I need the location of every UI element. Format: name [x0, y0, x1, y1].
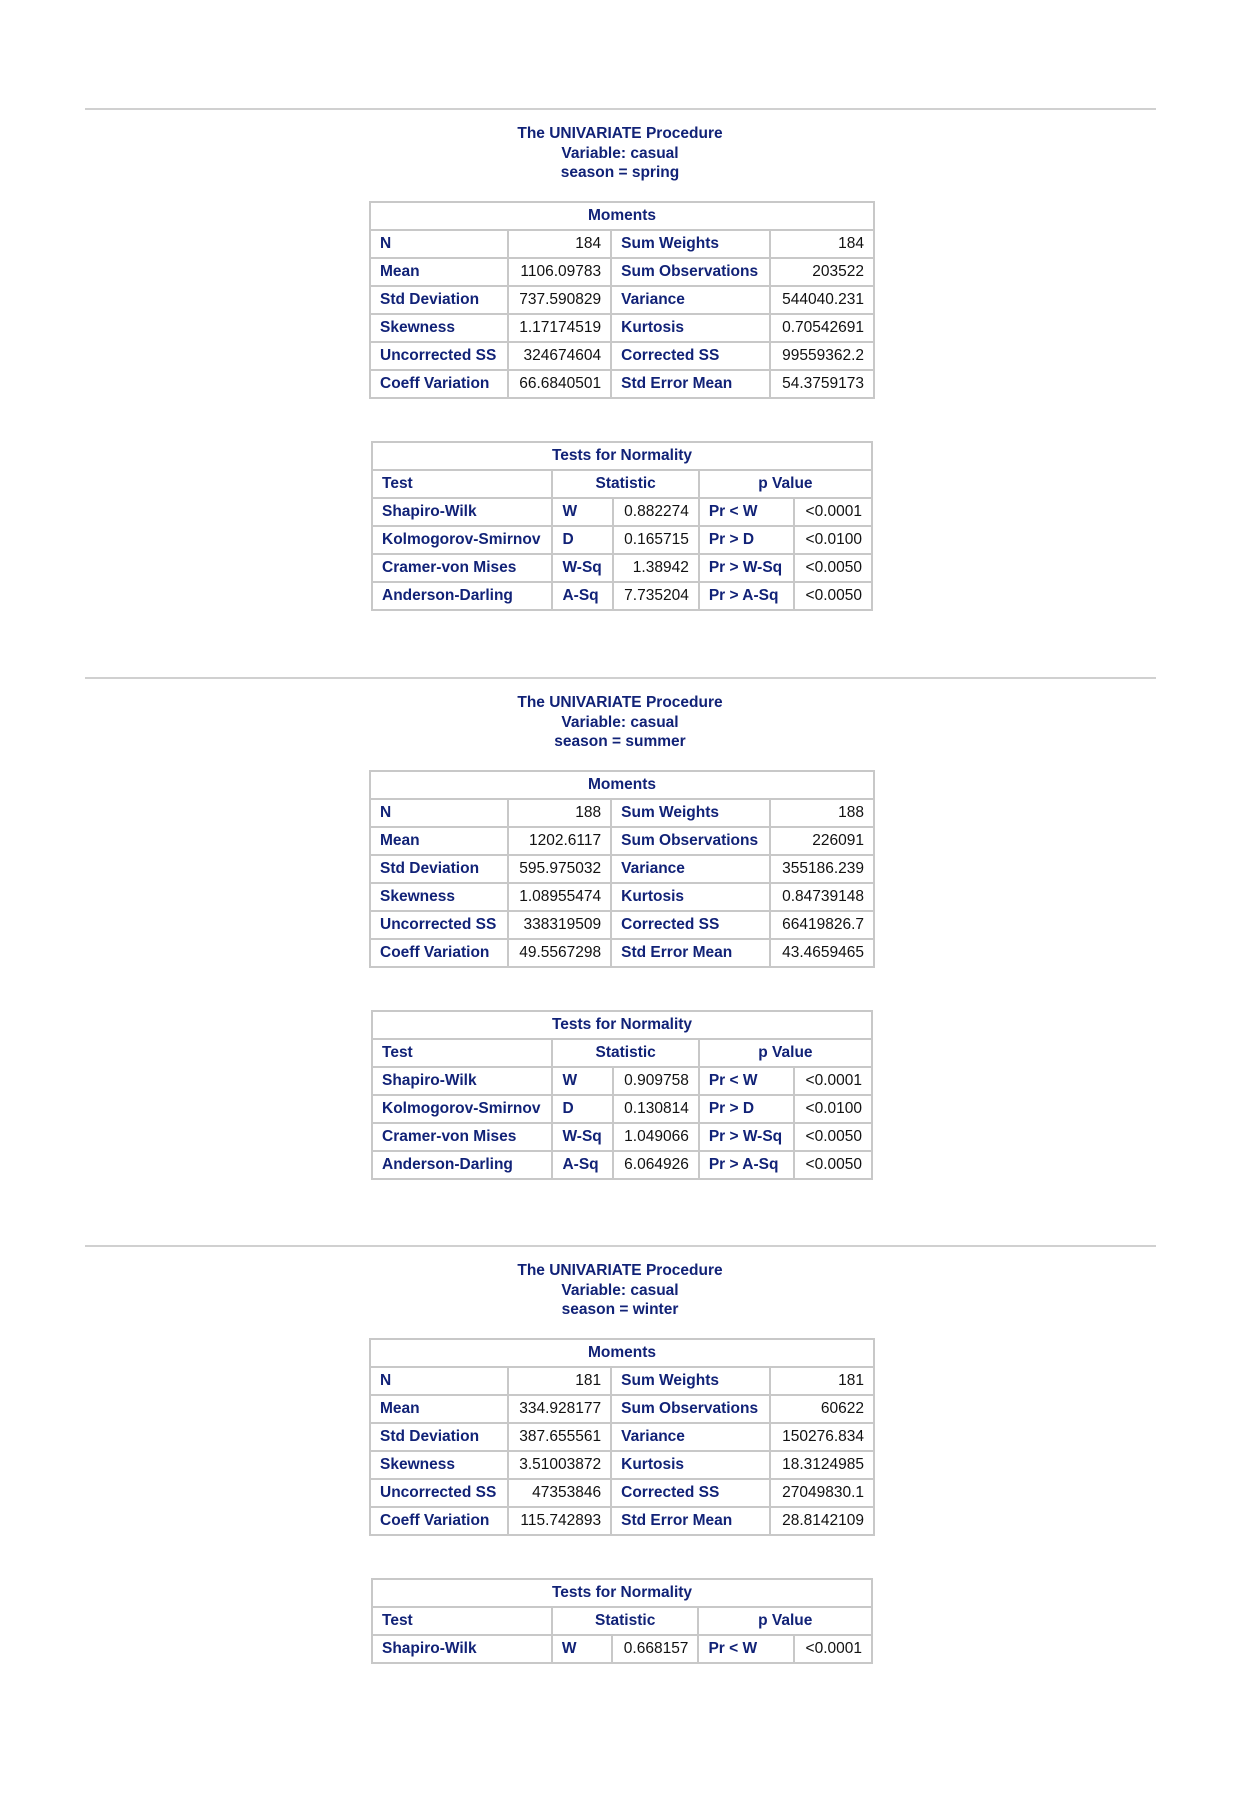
moments-row — [370, 883, 874, 911]
moments-caption: Moments — [370, 202, 874, 230]
test-name: Kolmogorov-Smirnov — [372, 526, 552, 554]
moments-row — [370, 1395, 874, 1423]
stat-label: N — [370, 230, 508, 258]
statistic-symbol: A-Sq — [552, 1151, 613, 1179]
column-header-statistic: Statistic — [552, 1607, 699, 1635]
variable-title: Variable: casual — [561, 144, 679, 162]
group-title: season = winter — [561, 1301, 679, 1318]
stat-label: Coeff Variation — [370, 939, 508, 967]
moments-row — [370, 342, 874, 370]
test-name: Shapiro-Wilk — [372, 498, 552, 526]
normality-row — [372, 1635, 872, 1663]
statistic-symbol: W-Sq — [552, 554, 613, 582]
variable-title: Variable: casual — [561, 1281, 679, 1299]
p-value: <0.0100 — [794, 1095, 872, 1123]
p-value-label: Pr < W — [699, 1067, 794, 1095]
normality-table — [371, 1578, 873, 1664]
stat-value: 43.4659465 — [770, 939, 874, 967]
column-header-p-value: p Value — [699, 470, 872, 498]
stat-value: 47353846 — [508, 1479, 611, 1507]
stat-label: Sum Weights — [611, 230, 770, 258]
normality-row — [372, 526, 872, 554]
moments-table — [369, 201, 875, 399]
stat-label: Sum Observations — [611, 1395, 770, 1423]
section-divider — [85, 677, 1156, 679]
p-value-label: Pr > W-Sq — [699, 1123, 794, 1151]
column-header-test: Test — [372, 1039, 552, 1067]
stat-value: 115.742893 — [508, 1507, 611, 1535]
stat-value: 1.08955474 — [508, 883, 611, 911]
moments-caption: Moments — [370, 771, 874, 799]
univariate-section — [0, 1245, 1240, 1813]
normality-row — [372, 1095, 872, 1123]
column-header-test: Test — [372, 1607, 552, 1635]
stat-label: Mean — [370, 258, 508, 286]
p-value-label: Pr > D — [699, 1095, 794, 1123]
stat-label: Sum Weights — [611, 1367, 770, 1395]
stat-value: 99559362.2 — [770, 342, 874, 370]
group-title: season = spring — [560, 164, 680, 181]
p-value: <0.0050 — [794, 1151, 872, 1179]
stat-value: 66419826.7 — [770, 911, 874, 939]
stat-value: 1202.6117 — [508, 827, 611, 855]
stat-value: 3.51003872 — [508, 1451, 611, 1479]
moments-row — [370, 1367, 874, 1395]
normality-caption: Tests for Normality — [372, 1011, 872, 1039]
stat-label: Std Deviation — [370, 1423, 508, 1451]
moments-caption: Moments — [370, 1339, 874, 1367]
statistic-symbol: W-Sq — [552, 1123, 613, 1151]
test-name: Anderson-Darling — [372, 1151, 552, 1179]
section-divider — [85, 108, 1156, 110]
moments-row — [370, 370, 874, 398]
normality-row — [372, 498, 872, 526]
normality-caption: Tests for Normality — [372, 442, 872, 470]
variable-title: Variable: casual — [561, 713, 679, 731]
moments-row — [370, 1479, 874, 1507]
stat-label: Skewness — [370, 1451, 508, 1479]
univariate-section — [0, 108, 1240, 676]
normality-row — [372, 582, 872, 610]
moments-row — [370, 827, 874, 855]
p-value: <0.0100 — [794, 526, 872, 554]
moments-row — [370, 939, 874, 967]
test-name: Cramer-von Mises — [372, 1123, 552, 1151]
column-header-p-value: p Value — [698, 1607, 872, 1635]
moments-row — [370, 1451, 874, 1479]
stat-value: 28.8142109 — [770, 1507, 874, 1535]
stat-value: 181 — [508, 1367, 611, 1395]
p-value-label: Pr > A-Sq — [699, 1151, 794, 1179]
stat-value: 188 — [770, 799, 874, 827]
stat-value: 66.6840501 — [508, 370, 611, 398]
column-header-statistic: Statistic — [552, 470, 698, 498]
p-value-label: Pr > A-Sq — [699, 582, 794, 610]
stat-label: Kurtosis — [611, 883, 770, 911]
stat-label: Coeff Variation — [370, 1507, 508, 1535]
normality-row — [372, 554, 872, 582]
stat-label: Skewness — [370, 314, 508, 342]
stat-value: 184 — [508, 230, 611, 258]
stat-value: 188 — [508, 799, 611, 827]
statistic-symbol: D — [552, 526, 613, 554]
stat-label: Variance — [611, 286, 770, 314]
stat-value: 49.5567298 — [508, 939, 611, 967]
p-value-label: Pr < W — [699, 498, 794, 526]
moments-row — [370, 1507, 874, 1535]
procedure-titles — [0, 693, 1240, 752]
procedure-titles — [0, 1261, 1240, 1320]
statistic-symbol: W — [552, 1635, 613, 1663]
stat-label: Kurtosis — [611, 1451, 770, 1479]
group-title: season = summer — [554, 733, 686, 750]
stat-value: 27049830.1 — [770, 1479, 874, 1507]
normality-header-row — [372, 1607, 872, 1635]
stat-label: Sum Observations — [611, 258, 770, 286]
moments-row — [370, 286, 874, 314]
statistic-value: 1.049066 — [613, 1123, 699, 1151]
test-name: Anderson-Darling — [372, 582, 552, 610]
stat-label: Corrected SS — [611, 342, 770, 370]
moments-caption-row — [370, 202, 874, 230]
column-header-test: Test — [372, 470, 552, 498]
test-name: Shapiro-Wilk — [372, 1635, 552, 1663]
procedure-titles — [0, 124, 1240, 183]
statistic-symbol: D — [552, 1095, 613, 1123]
procedure-title: The UNIVARIATE Procedure — [517, 694, 723, 711]
stat-label: Sum Observations — [611, 827, 770, 855]
stat-label: Uncorrected SS — [370, 342, 508, 370]
stat-value: 18.3124985 — [770, 1451, 874, 1479]
statistic-value: 0.882274 — [613, 498, 699, 526]
statistic-value: 0.909758 — [613, 1067, 699, 1095]
column-header-statistic: Statistic — [552, 1039, 698, 1067]
statistic-symbol: W — [552, 1067, 613, 1095]
stat-value: 60622 — [770, 1395, 874, 1423]
moments-table — [369, 770, 875, 968]
test-name: Shapiro-Wilk — [372, 1067, 552, 1095]
univariate-section — [0, 677, 1240, 1245]
stat-value: 184 — [770, 230, 874, 258]
normality-caption-row — [372, 1579, 872, 1607]
stat-value: 324674604 — [508, 342, 611, 370]
p-value-label: Pr > D — [699, 526, 794, 554]
moments-row — [370, 258, 874, 286]
test-name: Kolmogorov-Smirnov — [372, 1095, 552, 1123]
stat-value: 334.928177 — [508, 1395, 611, 1423]
statistic-symbol: A-Sq — [552, 582, 613, 610]
stat-label: Std Error Mean — [611, 370, 770, 398]
stat-value: 1106.09783 — [508, 258, 611, 286]
normality-table — [371, 1010, 873, 1180]
stat-value: 355186.239 — [770, 855, 874, 883]
moments-row — [370, 230, 874, 258]
stat-label: Kurtosis — [611, 314, 770, 342]
normality-header-row — [372, 1039, 872, 1067]
stat-label: Variance — [611, 1423, 770, 1451]
stat-value: 0.70542691 — [770, 314, 874, 342]
normality-caption-row — [372, 442, 872, 470]
procedure-title: The UNIVARIATE Procedure — [517, 125, 723, 142]
stat-label: Sum Weights — [611, 799, 770, 827]
p-value: <0.0050 — [794, 1123, 872, 1151]
section-divider — [85, 1245, 1156, 1247]
column-header-p-value: p Value — [699, 1039, 872, 1067]
p-value: <0.0050 — [794, 582, 872, 610]
moments-row — [370, 855, 874, 883]
stat-label: N — [370, 1367, 508, 1395]
stat-label: Skewness — [370, 883, 508, 911]
stat-label: Mean — [370, 1395, 508, 1423]
statistic-value: 0.130814 — [613, 1095, 699, 1123]
procedure-title: The UNIVARIATE Procedure — [517, 1262, 723, 1279]
p-value: <0.0001 — [794, 498, 872, 526]
normality-header-row — [372, 470, 872, 498]
p-value: <0.0050 — [794, 554, 872, 582]
stat-value: 150276.834 — [770, 1423, 874, 1451]
moments-row — [370, 314, 874, 342]
normality-row — [372, 1151, 872, 1179]
test-name: Cramer-von Mises — [372, 554, 552, 582]
stat-label: Coeff Variation — [370, 370, 508, 398]
statistic-value: 0.165715 — [613, 526, 699, 554]
stat-label: Std Deviation — [370, 286, 508, 314]
stat-value: 54.3759173 — [770, 370, 874, 398]
stat-label: Corrected SS — [611, 911, 770, 939]
stat-label: Std Deviation — [370, 855, 508, 883]
p-value-label: Pr < W — [698, 1635, 794, 1663]
stat-value: 338319509 — [508, 911, 611, 939]
stat-label: Uncorrected SS — [370, 911, 508, 939]
normality-row — [372, 1067, 872, 1095]
statistic-value: 1.38942 — [613, 554, 699, 582]
p-value-label: Pr > W-Sq — [699, 554, 794, 582]
stat-label: Corrected SS — [611, 1479, 770, 1507]
statistic-value: 7.735204 — [613, 582, 699, 610]
normality-row — [372, 1123, 872, 1151]
moments-row — [370, 911, 874, 939]
moments-row — [370, 1423, 874, 1451]
p-value: <0.0001 — [794, 1635, 872, 1663]
statistic-value: 6.064926 — [613, 1151, 699, 1179]
stat-label: Std Error Mean — [611, 939, 770, 967]
stat-value: 387.655561 — [508, 1423, 611, 1451]
moments-caption-row — [370, 771, 874, 799]
stat-value: 0.84739148 — [770, 883, 874, 911]
p-value: <0.0001 — [794, 1067, 872, 1095]
normality-table — [371, 441, 873, 611]
stat-value: 226091 — [770, 827, 874, 855]
stat-label: Std Error Mean — [611, 1507, 770, 1535]
stat-label: Uncorrected SS — [370, 1479, 508, 1507]
normality-caption-row — [372, 1011, 872, 1039]
stat-label: Mean — [370, 827, 508, 855]
moments-table — [369, 1338, 875, 1536]
normality-caption: Tests for Normality — [372, 1579, 872, 1607]
moments-row — [370, 799, 874, 827]
stat-value: 737.590829 — [508, 286, 611, 314]
statistic-value: 0.668157 — [612, 1635, 698, 1663]
stat-label: N — [370, 799, 508, 827]
moments-caption-row — [370, 1339, 874, 1367]
stat-value: 203522 — [770, 258, 874, 286]
statistic-symbol: W — [552, 498, 613, 526]
stat-value: 544040.231 — [770, 286, 874, 314]
stat-value: 595.975032 — [508, 855, 611, 883]
stat-value: 181 — [770, 1367, 874, 1395]
stat-value: 1.17174519 — [508, 314, 611, 342]
stat-label: Variance — [611, 855, 770, 883]
